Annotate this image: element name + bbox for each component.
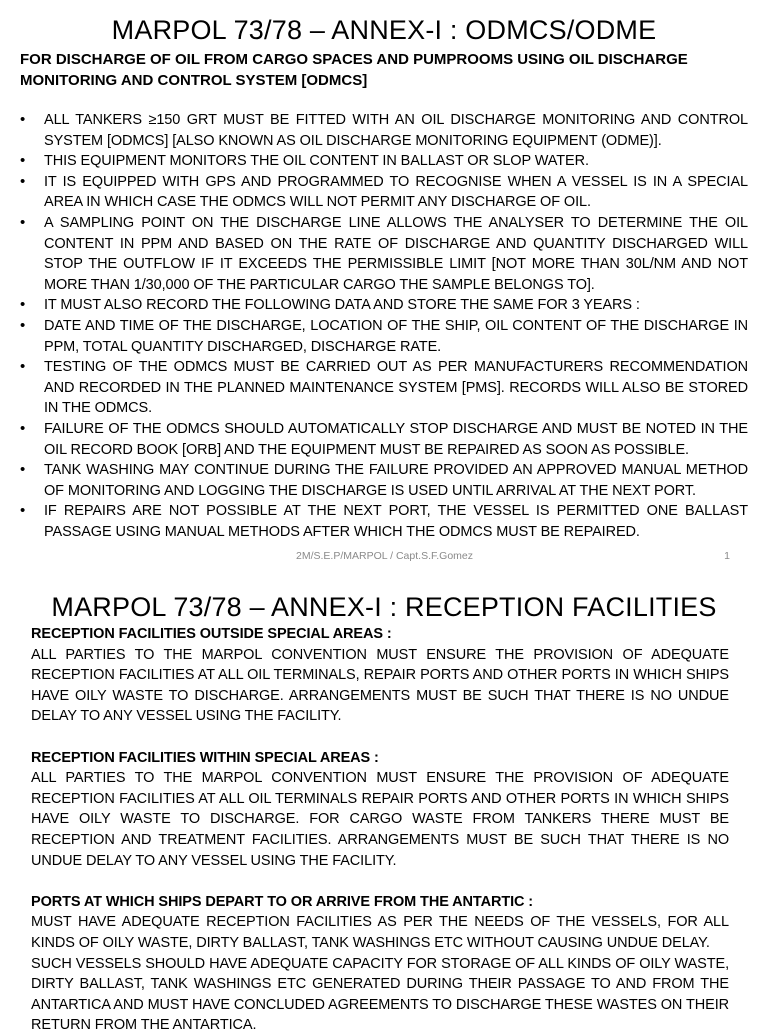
bullet-text: IF REPAIRS ARE NOT POSSIBLE AT THE NEXT PORT, THE VESSEL IS PERMITTED ONE BALLAST PASSAGE USING MANUAL METHODS AFTER WHICH THE ODMCS MUST BE REPAIRED. [44,503,748,540]
slide-body [31,624,729,1036]
section-heading: PORTS AT WHICH SHIPS DEPART TO OR ARRIVE FROM THE ANTARTIC : [31,893,534,910]
paragraph-gap [31,871,729,892]
bullet-text: THIS EQUIPMENT MONITORS THE OIL CONTENT IN BALLAST OR SLOP WATER. [44,153,589,170]
section-paragraph: MUST HAVE ADEQUATE RECEPTION FACILITIES AS PER THE NEEDS OF THE VESSELS, FOR ALL KINDS OF OILY WASTE, DIRTY BALLAST, TANK WASHINGS ETC WITHOUT CAUSING UNDUE DELAY. [31,914,729,951]
bullet-icon: • [20,419,26,437]
bullet-icon: • [20,296,26,314]
paragraph-gap [31,727,729,748]
bullet-icon: • [20,172,26,190]
bullet-icon: • [20,502,26,520]
bullet-item [20,357,748,419]
slide-subtitle: FOR DISCHARGE OF OIL FROM CARGO SPACES AND PUMPROOMS USING OIL DISCHARGE MONITORING AND CONTROL SYSTEM [ODMCS] [20,51,688,89]
slide-reception-facilities [0,583,768,1034]
bullet-text: A SAMPLING POINT ON THE DISCHARGE LINE ALLOWS THE ANALYSER TO DETERMINE THE OIL CONTENT IN PPM AND BASED ON THE RATE OF DISCHARGE AND QUANTITY DISCHARGED WILL STOP THE OUTFLOW IF IT EXCEEDS THE PERMISSIBLE LIMIT [NOT MORE THAN 30L/NM AND NOT MORE THAN 1/30,000 OF THE PARTICULAR CARGO THE SAMPLE BELONGS TO]. [44,214,748,293]
section-heading: RECEPTION FACILITIES WITHIN SPECIAL AREAS : [31,749,379,766]
bullet-icon: • [20,461,26,479]
slide-title: MARPOL 73/78 – ANNEX-I : ODMCS/ODME [111,15,657,45]
bullet-item [20,110,748,151]
bullet-text: IT IS EQUIPPED WITH GPS AND PROGRAMMED TO RECOGNISE WHEN A VESSEL IS IN A SPECIAL AREA IN WHICH CASE THE ODMCS WILL NOT PERMIT ANY DISCHARGE OF OIL. [44,173,748,211]
page-number: 1 [724,550,730,562]
bullet-text: ALL TANKERS ≥150 GRT MUST BE FITTED WITH AN OIL DISCHARGE MONITORING AND CONTROL SYSTEM [ODMCS] [ALSO KNOWN AS OIL DISCHARGE MONITORING EQUIPMENT (ODME)]. [44,112,748,149]
bullet-text: TANK WASHING MAY CONTINUE DURING THE FAILURE PROVIDED AN APPROVED MANUAL METHOD OF MONITORING AND LOGGING THE DISCHARGE IS USED UNTIL ARRIVAL AT THE NEXT PORT. [44,462,748,499]
bullet-icon: • [20,111,26,128]
section-paragraph: SUCH VESSELS SHOULD HAVE ADEQUATE CAPACITY FOR STORAGE OF ALL KINDS OF OILY WASTE, DIRTY BALLAST, TANK WASHINGS ETC GENERATED DURING THEIR PASSAGE TO AND FROM THE ANTARTICA AND MUST HAVE CONCLUDED AGREEMENTS TO DISCHARGE THESE WASTES ON THEIR RETURN FROM THE ANTARTICA. [31,955,729,1034]
bullet-text: IT MUST ALSO RECORD THE FOLLOWING DATA AND STORE THE SAME FOR 3 YEARS : [44,297,640,314]
slide-footer [0,550,768,566]
bullet-text: DATE AND TIME OF THE DISCHARGE, LOCATION OF THE SHIP, OIL CONTENT OF THE DISCHARGE IN PPM, TOTAL QUANTITY DISCHARGED, DISCHARGE RATE. [44,317,748,355]
bullet-item [20,151,748,172]
section-heading: RECEPTION FACILITIES OUTSIDE SPECIAL AREAS : [31,626,392,642]
bullet-list [20,110,748,542]
bullet-icon: • [20,316,26,334]
bullet-icon: • [20,152,26,170]
bullet-item [20,295,748,316]
bullet-icon: • [20,358,26,376]
bullet-item [20,213,748,295]
bullet-item [20,501,748,542]
bullet-item [20,460,748,501]
bullet-text: FAILURE OF THE ODMCS SHOULD AUTOMATICALLY STOP DISCHARGE AND MUST BE NOTED IN THE OIL RECORD BOOK [ORB] AND THE EQUIPMENT MUST BE REPAIRED AS SOON AS POSSIBLE. [44,420,748,458]
bullet-text: TESTING OF THE ODMCS MUST BE CARRIED OUT AS PER MANUFACTURERS RECOMMENDATION AND RECORDED IN THE PLANNED MAINTENANCE SYSTEM [PMS]. RECORDS WILL ALSO BE STORED IN THE ODMCS. [44,359,748,417]
bullet-icon: • [20,213,26,231]
bullet-item [20,316,748,357]
footer-credit: 2M/S.E.P/MARPOL / Capt.S.F.Gomez [296,550,473,562]
section-paragraph: ALL PARTIES TO THE MARPOL CONVENTION MUST ENSURE THE PROVISION OF ADEQUATE RECEPTION FACILITIES AT ALL OIL TERMINALS, REPAIR PORTS AND OTHER PORTS IN WHICH SHIPS HAVE OILY WASTE TO DISCHARGE. ARRANGEMENTS MUST BE SUCH THAT THERE IS NO UNDUE DELAY TO ANY VESSEL USING THE FACILITY. [31,646,729,725]
slide-title: MARPOL 73/78 – ANNEX-I : RECEPTION FACILITIES [51,592,717,622]
bullet-item [20,172,748,213]
bullet-item [20,419,748,460]
section-paragraph: ALL PARTIES TO THE MARPOL CONVENTION MUST ENSURE THE PROVISION OF ADEQUATE RECEPTION FACILITIES AT ALL OIL TERMINALS REPAIR PORTS AND OTHER PORTS IN WHICH SHIPS HAVE OILY WASTE TO DISCHARGE. FOR CARGO WASTE FROM TANKERS THERE MUST BE RECEPTION AND TREATMENT FACILITIES. ARRANGEMENTS MUST BE SUCH THAT THERE IS NO UNDUE DELAY TO ANY VESSEL USING THE FACILITY. [31,770,729,869]
